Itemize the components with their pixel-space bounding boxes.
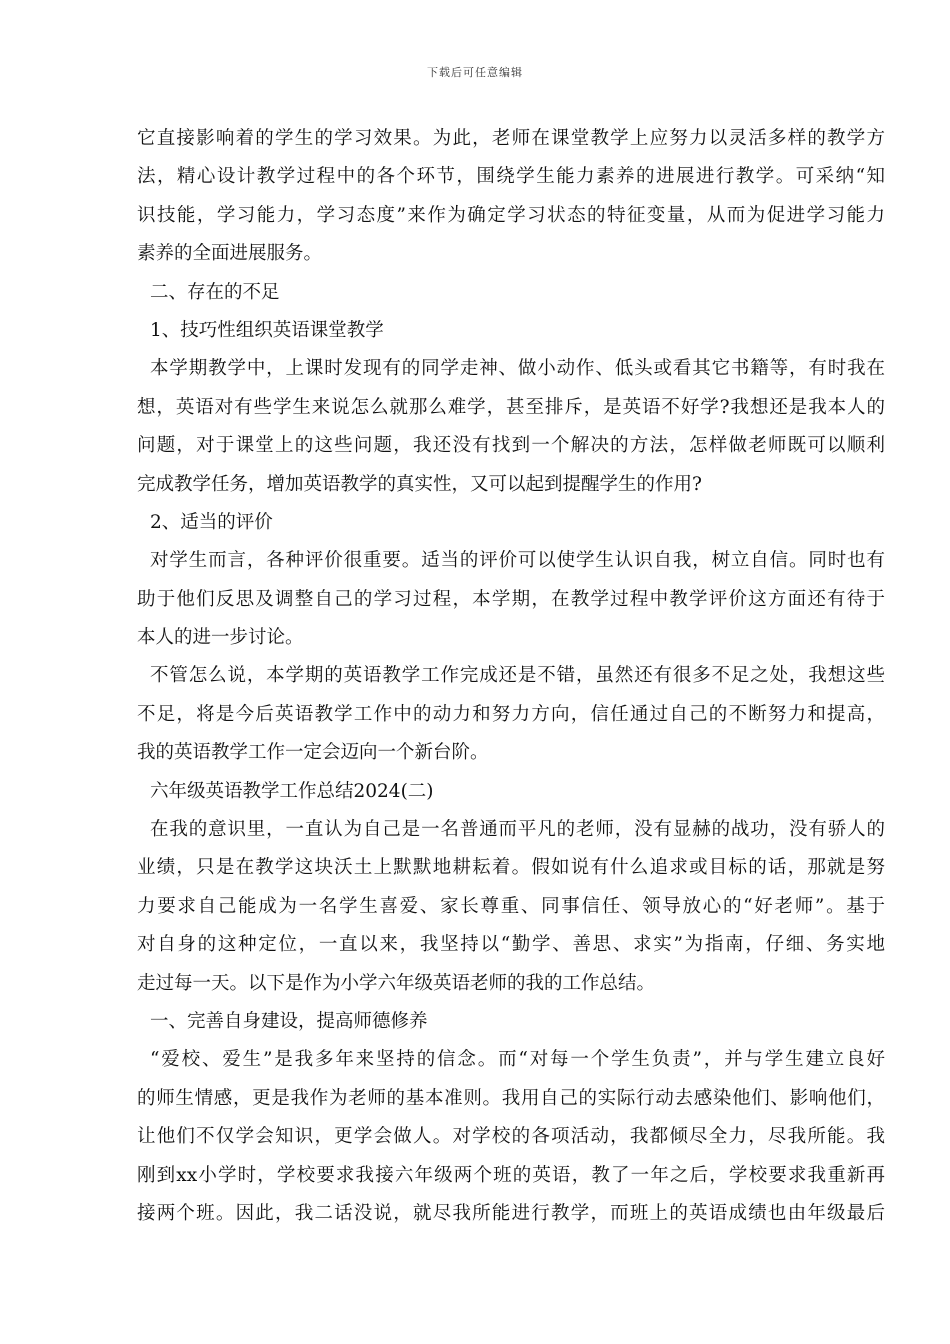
text-line: 本学期教学中，上课时发现有的同学走神、做小动作、低头或看其它书籍等，有时我在	[150, 358, 885, 380]
text-line: 素养的全面进展服务。	[137, 243, 323, 265]
text-line: 一、完善自身建设，提高师德修养	[150, 1010, 428, 1032]
text-line: 本人的进一步讨论。	[137, 627, 304, 649]
text-line: 走过每一天。以下是作为小学六年级英语老师的我的工作总结。	[137, 972, 656, 994]
text-line: 接两个班。因此，我二话没说，就尽我所能进行教学，而班上的英语成绩也由年级最后	[137, 1202, 885, 1224]
text-line: “爱校、爱生”是我多年来坚持的信念。而“对每一个学生负责”，并与学生建立良好	[150, 1049, 885, 1071]
text-line: 刚到xx小学时，学校要求我接六年级两个班的英语，教了一年之后，学校要求我重新再	[137, 1164, 885, 1186]
text-line: 业绩，只是在教学这块沃土上默默地耕耘着。假如说有什么追求或目标的话，那就是努	[137, 857, 885, 879]
text-line: 2、适当的评价	[150, 511, 273, 533]
text-line: 让他们不仅学会知识，更学会做人。对学校的各项活动，我都倾尽全力，尽我所能。我	[137, 1126, 885, 1148]
text-line: 的师生情感，更是我作为老师的基本准则。我用自己的实际行动去感染他们、影响他们，	[137, 1087, 885, 1109]
text-line: 助于他们反思及调整自己的学习过程，本学期，在教学过程中教学评价这方面还有待于	[137, 588, 885, 610]
text-line: 对自身的这种定位，一直以来，我坚持以“勤学、善思、求实”为指南，仔细、务实地	[137, 934, 885, 956]
text-line: 识技能，学习能力，学习态度”来作为确定学习状态的特征变量，从而为促进学习能力	[137, 204, 885, 226]
text-line: 二、存在的不足	[150, 281, 280, 303]
text-line: 问题，对于课堂上的这些问题，我还没有找到一个解决的方法，怎样做老师既可以顺利	[137, 435, 885, 457]
text-line: 1、技巧性组织英语课堂教学	[150, 319, 384, 341]
text-line: 完成教学任务，增加英语教学的真实性，又可以起到提醒学生的作用?	[137, 473, 702, 495]
text-line: 在我的意识里，一直认为自己是一名普通而平凡的老师，没有显赫的战功，没有骄人的	[150, 819, 885, 841]
document-body	[137, 120, 885, 1233]
text-line: 对学生而言，各种评价很重要。适当的评价可以使学生认识自我，树立自信。同时也有	[150, 550, 885, 572]
text-line: 不管怎么说，本学期的英语教学工作完成还是不错，虽然还有很多不足之处，我想这些	[150, 665, 885, 687]
page-header-note: 下载后可任意编辑	[427, 66, 523, 79]
text-line: 不足，将是今后英语教学工作中的动力和努力方向，信任通过自己的不断努力和提高，	[137, 703, 885, 725]
text-line: 六年级英语教学工作总结2024(二)	[150, 780, 434, 802]
text-line: 力要求自己能成为一名学生喜爱、家长尊重、同事信任、领导放心的“好老师”。基于	[137, 895, 885, 917]
text-line: 法，精心设计教学过程中的各个环节，围绕学生能力素养的进展进行教学。可采纳“知	[137, 166, 885, 188]
text-line: 我的英语教学工作一定会迈向一个新台阶。	[137, 742, 489, 764]
text-line: 它直接影响着的学生的学习效果。为此，老师在课堂教学上应努力以灵活多样的教学方	[137, 128, 885, 149]
text-line: 想，英语对有些学生来说怎么就那么难学，甚至排斥，是英语不好学?我想还是我本人的	[137, 396, 885, 418]
